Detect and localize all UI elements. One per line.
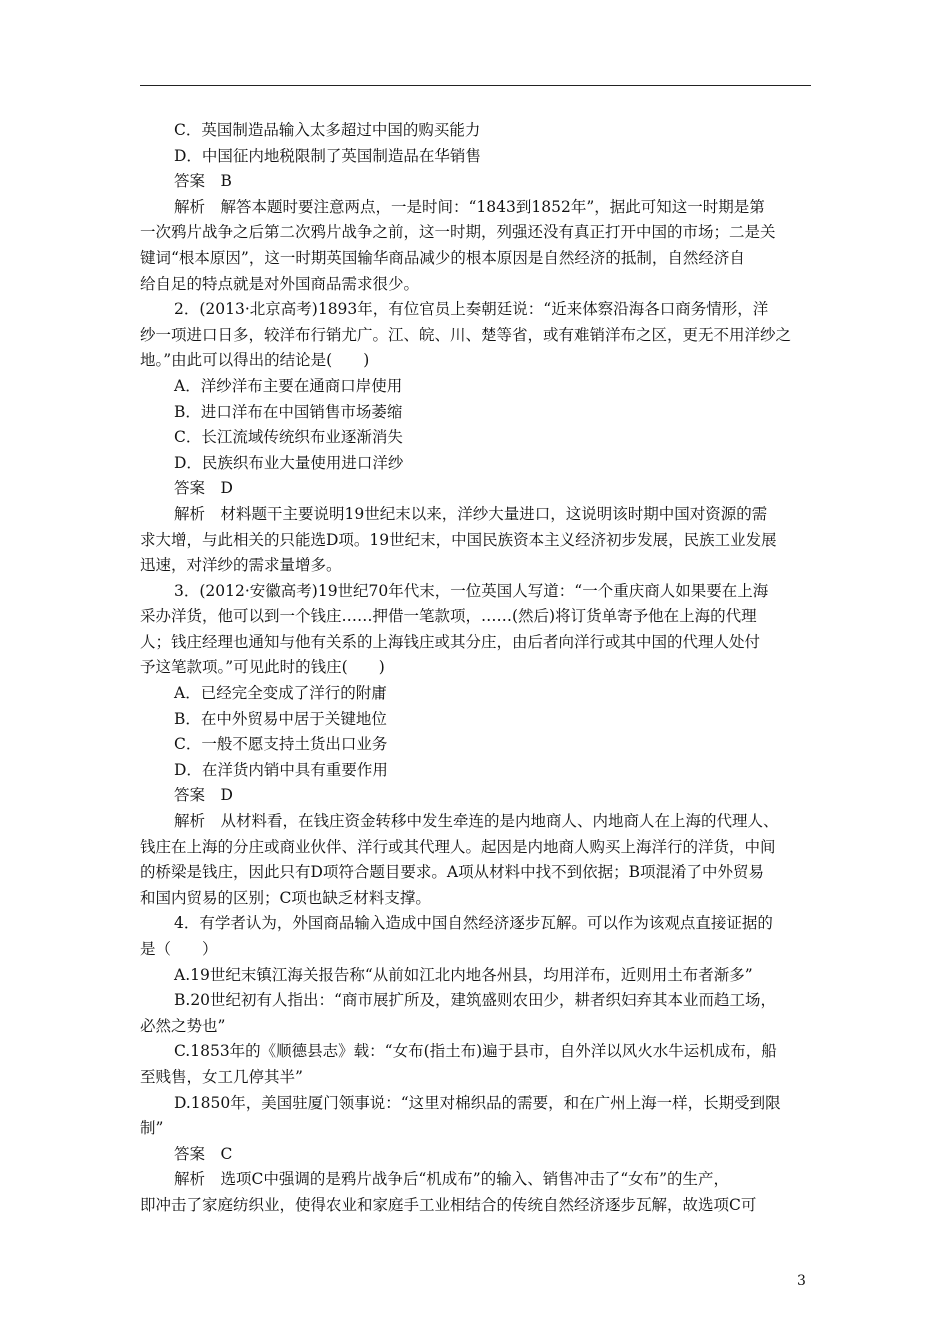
text-line: 必然之势也” — [140, 1016, 226, 1035]
text-line: 2．(2013·北京高考)1893年，有位官员上奏朝廷说：“近来体察沿海各口商务情形，洋 — [174, 300, 769, 319]
document-body — [140, 118, 811, 1219]
text-line: 解析 选项C中强调的是鸦片战争后“机成布”的输入、销售冲击了“女布”的生产， — [174, 1170, 730, 1189]
text-line: B.20世纪初有人指出：“商市展扩所及，建筑盛则农田少，耕者织妇弃其本业而趋工场， — [174, 991, 776, 1010]
text-line: 纱一项进口日多，较洋布行销尤广。江、皖、川、楚等省，或有难销洋布之区，更无不用洋纱之 — [140, 325, 792, 344]
text-line: 给自足的特点就是对外国商品需求很少。 — [140, 274, 420, 293]
text-line: 制” — [140, 1119, 164, 1138]
text-line: D.1850年，美国驻厦门领事说：“这里对棉织品的需要，和在广州上海一样，长期受到限 — [174, 1093, 781, 1112]
header-rule — [140, 85, 811, 86]
text-line: 答案 D — [174, 479, 233, 498]
text-line: 至贱售，女工几停其半” — [140, 1067, 303, 1086]
text-line: 一次鸦片战争之后第二次鸦片战争之前，这一时期，列强还没有真正打开中国的市场；二是关 — [140, 223, 776, 242]
text-line: 3．(2012·安徽高考)19世纪70年代末，一位英国人写道：“一个重庆商人如果要在上海 — [174, 581, 769, 600]
text-line: A．洋纱洋布主要在通商口岸使用 — [174, 376, 403, 395]
text-line: 予这笔款项。”可见此时的钱庄( ) — [140, 658, 385, 677]
text-line: 键词“根本原因”，这一时期英国输华商品减少的根本原因是自然经济的抵制，自然经济自 — [140, 248, 745, 267]
text-line: D．民族织布业大量使用进口洋纱 — [174, 453, 404, 472]
text-line: 答案 B — [174, 172, 232, 191]
text-line: 迅速，对洋纱的需求量增多。 — [140, 556, 342, 575]
text-line: 是（ ） — [140, 940, 218, 958]
text-line: 采办洋货，他可以到一个钱庄……押借一笔款项，……(然后)将订货单寄予他在上海的代理 — [140, 607, 757, 626]
text-line: 钱庄在上海的分庄或商业伙伴、洋行或其代理人。起因是内地商人购买上海洋行的洋货，中间 — [140, 837, 776, 856]
text-line: A.19世纪末镇江海关报告称“从前如江北内地各州县，均用洋布，近则用土布者渐多” — [174, 965, 753, 984]
text-line: 答案 C — [174, 1144, 233, 1163]
text-line: 解析 解答本题时要注意两点，一是时间：“1843到1852年”，据此可知这一时期是第 — [174, 197, 765, 216]
text-line: C．英国制造品输入太多超过中国的购买能力 — [174, 121, 481, 139]
text-line: B．进口洋布在中国销售市场萎缩 — [174, 402, 403, 421]
text-line: 解析 材料题干主要说明19世纪末以来，洋纱大量进口，这说明该时期中国对资源的需 — [174, 504, 768, 523]
text-line: 即冲击了家庭纺织业，使得农业和家庭手工业相结合的传统自然经济逐步瓦解，故选项C可 — [140, 1195, 757, 1214]
text-line: A．已经完全变成了洋行的附庸 — [174, 684, 387, 703]
text-line: 和国内贸易的区别；C项也缺乏材料支撑。 — [140, 888, 431, 907]
text-line: C.1853年的《顺德县志》载：“女布(指土布)遍于县市，自外洋以风火水牛运机成布，船 — [174, 1042, 777, 1061]
text-line: C．一般不愿支持土货出口业务 — [174, 735, 388, 754]
text-line: 人；钱庄经理也通知与他有关系的上海钱庄或其分庄，由后者向洋行或其中国的代理人处付 — [140, 632, 761, 651]
page-number: 3 — [797, 1273, 806, 1289]
text-line: C．长江流域传统织布业逐渐消失 — [174, 428, 403, 447]
text-line: 解析 从材料看，在钱庄资金转移中发生牵连的是内地商人、内地商人在上海的代理人、 — [174, 812, 779, 831]
text-line: D．中国征内地税限制了英国制造品在华销售 — [174, 146, 481, 165]
text-line: 求大增，与此相关的只能选D项。19世纪末，中国民族资本主义经济初步发展，民族工业发展 — [140, 530, 777, 549]
text-line: B．在中外贸易中居于关键地位 — [174, 709, 387, 728]
text-line: 地。”由此可以得出的结论是( ) — [140, 351, 370, 370]
text-line: 答案 D — [174, 786, 233, 805]
text-line: 的桥梁是钱庄，因此只有D项符合题目要求。A项从材料中找不到依据；B项混淆了中外贸易 — [140, 863, 765, 882]
text-line: 4．有学者认为，外国商品输入造成中国自然经济逐步瓦解。可以作为该观点直接证据的 — [174, 914, 773, 933]
text-line: D．在洋货内销中具有重要作用 — [174, 760, 388, 779]
